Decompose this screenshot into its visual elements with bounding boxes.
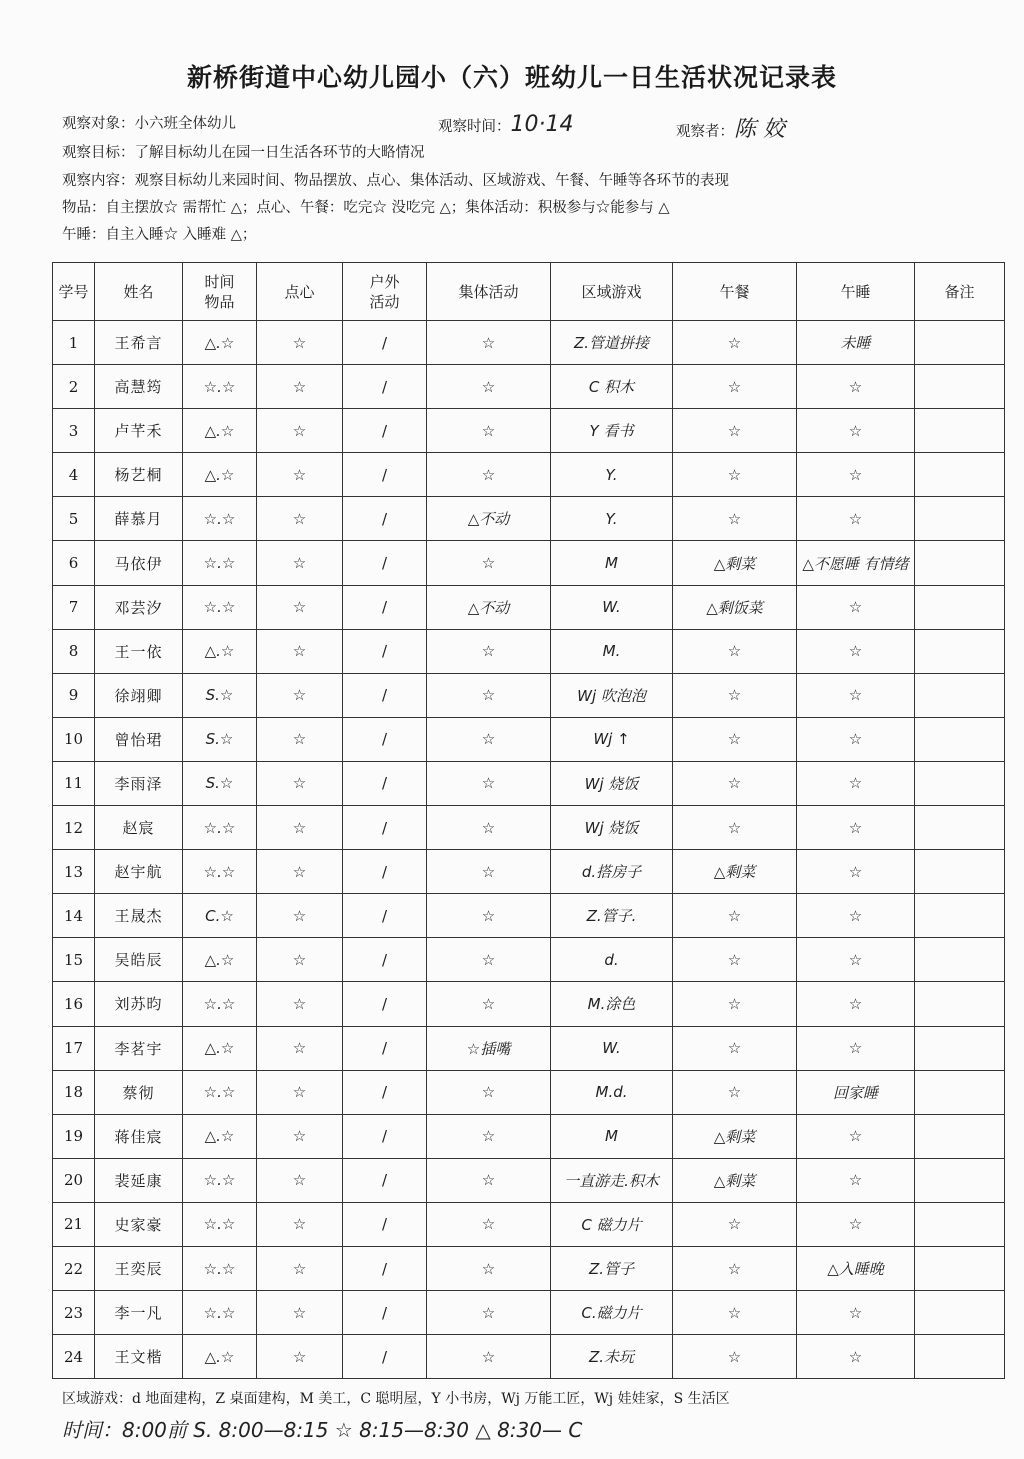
cell-group-activity: ☆ — [427, 761, 551, 805]
cell-nap: ☆ — [797, 409, 915, 453]
header-nap: 午睡 — [797, 263, 915, 321]
cell-note — [915, 938, 1005, 982]
cell-area-game: M.涂色 — [551, 982, 673, 1026]
cell-snack: ☆ — [257, 409, 343, 453]
cell-snack: ☆ — [257, 938, 343, 982]
cell-outdoor: / — [343, 1202, 427, 1246]
symbols-line-1: 物品：自主摆放☆ 需帮忙 △；点心、午餐：吃完☆ 没吃完 △；集体活动：积极参与☆能参与 △ — [62, 200, 670, 216]
cell-group-activity: ☆ — [427, 850, 551, 894]
cell-nap: ☆ — [797, 982, 915, 1026]
cell-note — [915, 1335, 1005, 1379]
cell-nap: ☆ — [797, 1158, 915, 1202]
cell-num: 22 — [53, 1246, 95, 1290]
cell-lunch: ☆ — [673, 717, 797, 761]
cell-name: 王一依 — [95, 629, 183, 673]
cell-lunch: ☆ — [673, 321, 797, 365]
cell-group-activity: ☆ — [427, 1291, 551, 1335]
cell-lunch: ☆ — [673, 365, 797, 409]
cell-outdoor: / — [343, 629, 427, 673]
cell-area-game: Z.管道拼接 — [551, 321, 673, 365]
cell-outdoor: / — [343, 453, 427, 497]
cell-snack: ☆ — [257, 1335, 343, 1379]
cell-lunch: ☆ — [673, 894, 797, 938]
cell-time-items: ☆.☆ — [183, 850, 257, 894]
cell-group-activity: ☆ — [427, 806, 551, 850]
cell-snack: ☆ — [257, 321, 343, 365]
cell-snack: ☆ — [257, 1202, 343, 1246]
cell-area-game: Wj 烧饭 — [551, 761, 673, 805]
cell-area-game: 一直游走.积木 — [551, 1158, 673, 1202]
cell-outdoor: / — [343, 321, 427, 365]
cell-note — [915, 1114, 1005, 1158]
cell-group-activity: ☆ — [427, 1335, 551, 1379]
cell-group-activity: ☆插嘴 — [427, 1026, 551, 1070]
cell-group-activity: ☆ — [427, 717, 551, 761]
cell-group-activity: ☆ — [427, 673, 551, 717]
cell-name: 裴延康 — [95, 1158, 183, 1202]
cell-outdoor: / — [343, 982, 427, 1026]
cell-outdoor: / — [343, 1026, 427, 1070]
table-row — [53, 1026, 1005, 1070]
cell-outdoor: / — [343, 497, 427, 541]
table-row — [53, 982, 1005, 1026]
cell-name: 王奕辰 — [95, 1246, 183, 1290]
cell-nap: ☆ — [797, 1026, 915, 1070]
cell-num: 2 — [53, 365, 95, 409]
cell-name: 邓芸汐 — [95, 585, 183, 629]
time-label: 观察时间： — [438, 119, 511, 135]
table-row — [53, 1246, 1005, 1290]
observation-table — [52, 262, 1005, 1379]
cell-time-items: △.☆ — [183, 453, 257, 497]
cell-time-items: △.☆ — [183, 1026, 257, 1070]
cell-group-activity: ☆ — [427, 982, 551, 1026]
cell-snack: ☆ — [257, 365, 343, 409]
cell-note — [915, 321, 1005, 365]
cell-num: 8 — [53, 629, 95, 673]
cell-num: 3 — [53, 409, 95, 453]
cell-time-items: ☆.☆ — [183, 1202, 257, 1246]
cell-lunch: △剩菜 — [673, 1158, 797, 1202]
cell-time-items: ☆.☆ — [183, 497, 257, 541]
header-time — [183, 263, 257, 321]
cell-outdoor: / — [343, 717, 427, 761]
cell-group-activity: ☆ — [427, 938, 551, 982]
symbols-line-2: 午睡：自主入睡☆ 入睡难 △； — [62, 227, 257, 243]
cell-area-game: Y 看书 — [551, 409, 673, 453]
header-snack: 点心 — [257, 263, 343, 321]
cell-name: 赵宇航 — [95, 850, 183, 894]
cell-snack: ☆ — [257, 850, 343, 894]
cell-lunch: ☆ — [673, 629, 797, 673]
header-time-line2: 物品 — [204, 292, 235, 311]
cell-snack: ☆ — [257, 806, 343, 850]
cell-name: 蒋佳宸 — [95, 1114, 183, 1158]
cell-name: 薛慕月 — [95, 497, 183, 541]
cell-num: 19 — [53, 1114, 95, 1158]
cell-name: 卢芊禾 — [95, 409, 183, 453]
table-row — [53, 1158, 1005, 1202]
cell-time-items: △.☆ — [183, 409, 257, 453]
cell-nap: ☆ — [797, 894, 915, 938]
table-row — [53, 894, 1005, 938]
cell-lunch: △剩菜 — [673, 541, 797, 585]
content-label: 观察内容： — [62, 173, 135, 189]
cell-num: 14 — [53, 894, 95, 938]
cell-note — [915, 541, 1005, 585]
time-value: 10·14 — [510, 112, 574, 137]
cell-area-game: W. — [551, 585, 673, 629]
cell-name: 李一凡 — [95, 1291, 183, 1335]
cell-name: 王希言 — [95, 321, 183, 365]
cell-outdoor: / — [343, 673, 427, 717]
cell-time-items: ☆.☆ — [183, 1246, 257, 1290]
cell-area-game: Wj 烧饭 — [551, 806, 673, 850]
cell-lunch: ☆ — [673, 806, 797, 850]
cell-note — [915, 453, 1005, 497]
cell-snack: ☆ — [257, 629, 343, 673]
cell-snack: ☆ — [257, 1291, 343, 1335]
cell-group-activity: ☆ — [427, 1158, 551, 1202]
cell-snack: ☆ — [257, 761, 343, 805]
cell-snack: ☆ — [257, 1158, 343, 1202]
cell-time-items: △.☆ — [183, 629, 257, 673]
cell-note — [915, 894, 1005, 938]
cell-time-items: ☆.☆ — [183, 1070, 257, 1114]
cell-num: 11 — [53, 761, 95, 805]
cell-note — [915, 806, 1005, 850]
header-lunch: 午餐 — [673, 263, 797, 321]
cell-nap: △不愿睡 有情绪 — [797, 541, 915, 585]
arrival-time-legend: 时间：8:00前 S. 8:00—8:15 ☆ 8:15—8:30 △ 8:30— C — [62, 1418, 583, 1442]
cell-lunch: ☆ — [673, 673, 797, 717]
cell-area-game: M — [551, 541, 673, 585]
cell-snack: ☆ — [257, 497, 343, 541]
cell-time-items: ☆.☆ — [183, 806, 257, 850]
cell-num: 23 — [53, 1291, 95, 1335]
cell-snack: ☆ — [257, 673, 343, 717]
table-row — [53, 850, 1005, 894]
table-row — [53, 1202, 1005, 1246]
cell-area-game: Y. — [551, 497, 673, 541]
cell-snack: ☆ — [257, 717, 343, 761]
cell-snack: ☆ — [257, 541, 343, 585]
header-outdoor-line1: 户外 — [369, 272, 400, 291]
cell-num: 9 — [53, 673, 95, 717]
cell-nap: ☆ — [797, 806, 915, 850]
cell-num: 16 — [53, 982, 95, 1026]
content-value: 观察目标幼儿来园时间、物品摆放、点心、集体活动、区域游戏、午餐、午睡等各环节的表现 — [134, 173, 729, 189]
cell-area-game: Wj ↑ — [551, 717, 673, 761]
cell-snack: ☆ — [257, 1070, 343, 1114]
cell-name: 王晟杰 — [95, 894, 183, 938]
cell-nap: ☆ — [797, 497, 915, 541]
cell-group-activity: ☆ — [427, 629, 551, 673]
cell-area-game: W. — [551, 1026, 673, 1070]
cell-name: 杨艺桐 — [95, 453, 183, 497]
cell-num: 24 — [53, 1335, 95, 1379]
cell-outdoor: / — [343, 1246, 427, 1290]
cell-outdoor: / — [343, 938, 427, 982]
cell-group-activity: ☆ — [427, 409, 551, 453]
table-row — [53, 585, 1005, 629]
cell-outdoor: / — [343, 1070, 427, 1114]
cell-area-game: Z.管子. — [551, 894, 673, 938]
cell-area-game: C 磁力片 — [551, 1202, 673, 1246]
cell-time-items: S.☆ — [183, 761, 257, 805]
cell-lunch: ☆ — [673, 409, 797, 453]
cell-lunch: ☆ — [673, 1335, 797, 1379]
cell-snack: ☆ — [257, 1246, 343, 1290]
cell-note — [915, 1070, 1005, 1114]
cell-nap: ☆ — [797, 1291, 915, 1335]
cell-num: 4 — [53, 453, 95, 497]
cell-outdoor: / — [343, 1291, 427, 1335]
cell-snack: ☆ — [257, 1114, 343, 1158]
header-outdoor-line2: 活动 — [369, 292, 400, 311]
cell-group-activity: ☆ — [427, 894, 551, 938]
cell-outdoor: / — [343, 850, 427, 894]
cell-area-game: d.搭房子 — [551, 850, 673, 894]
cell-snack: ☆ — [257, 453, 343, 497]
cell-name: 史家豪 — [95, 1202, 183, 1246]
cell-lunch: ☆ — [673, 1026, 797, 1070]
cell-time-items: ☆.☆ — [183, 1291, 257, 1335]
cell-snack: ☆ — [257, 585, 343, 629]
cell-note — [915, 673, 1005, 717]
cell-area-game: M — [551, 1114, 673, 1158]
info-line-1 — [62, 112, 785, 142]
cell-lunch: ☆ — [673, 938, 797, 982]
cell-nap: ☆ — [797, 717, 915, 761]
cell-outdoor: / — [343, 365, 427, 409]
cell-note — [915, 1246, 1005, 1290]
cell-lunch: △剩菜 — [673, 850, 797, 894]
cell-nap: 未睡 — [797, 321, 915, 365]
observer-label: 观察者： — [676, 124, 734, 140]
cell-time-items: S.☆ — [183, 717, 257, 761]
cell-lunch: ☆ — [673, 761, 797, 805]
cell-num: 7 — [53, 585, 95, 629]
cell-nap: 回家睡 — [797, 1070, 915, 1114]
cell-outdoor: / — [343, 409, 427, 453]
cell-group-activity: ☆ — [427, 1070, 551, 1114]
cell-nap: ☆ — [797, 365, 915, 409]
cell-name: 刘苏昀 — [95, 982, 183, 1026]
cell-time-items: △.☆ — [183, 1114, 257, 1158]
cell-group-activity: △不动 — [427, 585, 551, 629]
cell-area-game: d. — [551, 938, 673, 982]
cell-lunch: ☆ — [673, 1246, 797, 1290]
cell-time-items: S.☆ — [183, 673, 257, 717]
cell-note — [915, 717, 1005, 761]
cell-group-activity: ☆ — [427, 453, 551, 497]
cell-area-game: C.磁力片 — [551, 1291, 673, 1335]
goal-value: 了解目标幼儿在园一日生活各环节的大略情况 — [134, 145, 425, 161]
cell-area-game: Wj 吹泡泡 — [551, 673, 673, 717]
cell-time-items: ☆.☆ — [183, 1158, 257, 1202]
info-line-3 — [62, 169, 729, 190]
table-row — [53, 938, 1005, 982]
cell-area-game: M.d. — [551, 1070, 673, 1114]
cell-note — [915, 365, 1005, 409]
cell-time-items: △.☆ — [183, 321, 257, 365]
info-line-2 — [62, 141, 425, 162]
cell-group-activity: ☆ — [427, 1114, 551, 1158]
cell-area-game: Z.管子 — [551, 1246, 673, 1290]
cell-nap: ☆ — [797, 673, 915, 717]
cell-nap: ☆ — [797, 850, 915, 894]
cell-lunch: ☆ — [673, 1202, 797, 1246]
cell-time-items: △.☆ — [183, 938, 257, 982]
cell-note — [915, 585, 1005, 629]
table-row — [53, 321, 1005, 365]
header-num: 学号 — [53, 263, 95, 321]
cell-num: 17 — [53, 1026, 95, 1070]
cell-num: 10 — [53, 717, 95, 761]
cell-group-activity: ☆ — [427, 321, 551, 365]
cell-name: 赵宸 — [95, 806, 183, 850]
cell-group-activity: ☆ — [427, 1246, 551, 1290]
table-row — [53, 453, 1005, 497]
cell-lunch: ☆ — [673, 982, 797, 1026]
cell-time-items: ☆.☆ — [183, 541, 257, 585]
cell-group-activity: △不动 — [427, 497, 551, 541]
cell-group-activity: ☆ — [427, 1202, 551, 1246]
cell-area-game: Y. — [551, 453, 673, 497]
area-legend: 区域游戏：d 地面建构，Z 桌面建构，M 美工，C 聪明屋，Y 小书房，Wj 万能工匠，Wj 娃娃家，S 生活区 — [62, 1391, 730, 1407]
cell-time-items: ☆.☆ — [183, 365, 257, 409]
cell-outdoor: / — [343, 1158, 427, 1202]
cell-nap: ☆ — [797, 585, 915, 629]
cell-name: 吴皓辰 — [95, 938, 183, 982]
cell-note — [915, 1202, 1005, 1246]
cell-outdoor: / — [343, 1335, 427, 1379]
cell-name: 蔡彻 — [95, 1070, 183, 1114]
header-name: 姓名 — [95, 263, 183, 321]
cell-snack: ☆ — [257, 1026, 343, 1070]
cell-note — [915, 409, 1005, 453]
cell-note — [915, 1158, 1005, 1202]
table-row — [53, 673, 1005, 717]
cell-snack: ☆ — [257, 894, 343, 938]
cell-note — [915, 1291, 1005, 1335]
cell-nap: ☆ — [797, 1335, 915, 1379]
cell-name: 马依伊 — [95, 541, 183, 585]
cell-note — [915, 982, 1005, 1026]
cell-time-items: ☆.☆ — [183, 982, 257, 1026]
cell-time-items: C.☆ — [183, 894, 257, 938]
cell-name: 徐翊卿 — [95, 673, 183, 717]
cell-num: 18 — [53, 1070, 95, 1114]
table-row — [53, 497, 1005, 541]
cell-outdoor: / — [343, 806, 427, 850]
cell-lunch: ☆ — [673, 453, 797, 497]
cell-lunch: △剩饭菜 — [673, 585, 797, 629]
cell-note — [915, 1026, 1005, 1070]
cell-area-game: Z.未玩 — [551, 1335, 673, 1379]
cell-outdoor: / — [343, 541, 427, 585]
header-time-line1: 时间 — [204, 272, 235, 291]
cell-num: 1 — [53, 321, 95, 365]
cell-lunch: ☆ — [673, 497, 797, 541]
cell-lunch: △剩菜 — [673, 1114, 797, 1158]
cell-nap: ☆ — [797, 938, 915, 982]
table-row — [53, 1070, 1005, 1114]
cell-note — [915, 850, 1005, 894]
cell-num: 12 — [53, 806, 95, 850]
cell-note — [915, 629, 1005, 673]
table-row — [53, 1114, 1005, 1158]
cell-group-activity: ☆ — [427, 541, 551, 585]
cell-nap: ☆ — [797, 629, 915, 673]
table-row — [53, 717, 1005, 761]
page-title: 新桥街道中心幼儿园小（六）班幼儿一日生活状况记录表 — [186, 63, 837, 92]
cell-nap: △入睡晚 — [797, 1246, 915, 1290]
header-note: 备注 — [915, 263, 1005, 321]
cell-name: 高慧筠 — [95, 365, 183, 409]
cell-area-game: C 积木 — [551, 365, 673, 409]
subject-value: 小六班全体幼儿 — [134, 116, 236, 132]
cell-name: 曾怡珺 — [95, 717, 183, 761]
cell-num: 21 — [53, 1202, 95, 1246]
observer-value: 陈 姣 — [734, 117, 785, 142]
table-header-row — [53, 263, 1005, 321]
cell-outdoor: / — [343, 1114, 427, 1158]
header-outdoor — [343, 263, 427, 321]
cell-group-activity: ☆ — [427, 365, 551, 409]
cell-outdoor: / — [343, 894, 427, 938]
cell-num: 6 — [53, 541, 95, 585]
cell-lunch: ☆ — [673, 1070, 797, 1114]
header-group: 集体活动 — [427, 263, 551, 321]
header-area: 区域游戏 — [551, 263, 673, 321]
table-row — [53, 761, 1005, 805]
cell-nap: ☆ — [797, 1114, 915, 1158]
cell-outdoor: / — [343, 761, 427, 805]
table-row — [53, 1291, 1005, 1335]
table-row — [53, 365, 1005, 409]
cell-note — [915, 761, 1005, 805]
table-row — [53, 409, 1005, 453]
table-row — [53, 806, 1005, 850]
cell-note — [915, 497, 1005, 541]
subject-label: 观察对象： — [62, 116, 135, 132]
cell-num: 5 — [53, 497, 95, 541]
cell-num: 13 — [53, 850, 95, 894]
cell-time-items: ☆.☆ — [183, 585, 257, 629]
cell-time-items: △.☆ — [183, 1335, 257, 1379]
table-row — [53, 541, 1005, 585]
cell-num: 20 — [53, 1158, 95, 1202]
table-row — [53, 1335, 1005, 1379]
cell-lunch: ☆ — [673, 1291, 797, 1335]
cell-name: 王文楷 — [95, 1335, 183, 1379]
cell-snack: ☆ — [257, 982, 343, 1026]
cell-nap: ☆ — [797, 1202, 915, 1246]
cell-area-game: M. — [551, 629, 673, 673]
cell-nap: ☆ — [797, 761, 915, 805]
goal-label: 观察目标： — [62, 145, 135, 161]
cell-num: 15 — [53, 938, 95, 982]
table-row — [53, 629, 1005, 673]
cell-outdoor: / — [343, 585, 427, 629]
cell-name: 李雨泽 — [95, 761, 183, 805]
cell-nap: ☆ — [797, 453, 915, 497]
cell-name: 李茗宇 — [95, 1026, 183, 1070]
